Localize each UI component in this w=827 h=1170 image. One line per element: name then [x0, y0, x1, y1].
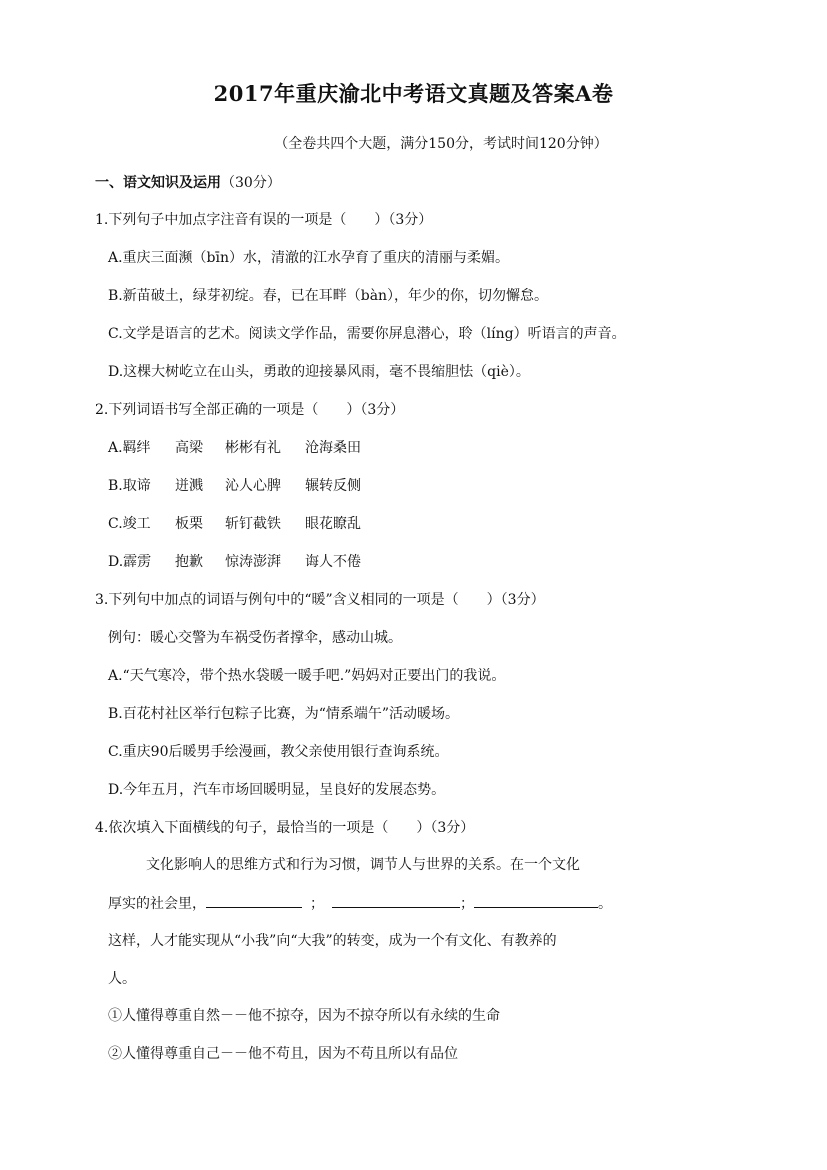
q2-b-word-2: 迸溅 — [175, 478, 203, 494]
q2-b-word-3: 沁人心脾 — [225, 478, 281, 494]
q4-separator-1: ； — [310, 896, 324, 912]
q3-option-c: C.重庆90后暖男手绘漫画，教父亲使用银行查询系统。 — [108, 744, 449, 760]
fill-blank-3 — [474, 893, 598, 908]
question-2-stem: 2.下列词语书写全部正确的一项是（ ）（3分） — [95, 402, 405, 418]
q1-option-b: B.新苗破土，绿芽初绽。春，已在耳畔（bàn），年少的你，切勿懈怠。 — [108, 288, 549, 304]
q2-b-word-4: 辗转反侧 — [305, 478, 361, 494]
q2-a-word-1: A.羁绊 — [108, 440, 151, 456]
q1-option-d: D.这棵大树屹立在山头，勇敢的迎接暴风雨，毫不畏缩胆怯（qiè）。 — [108, 364, 530, 380]
q2-a-word-2: 高梁 — [175, 440, 203, 456]
question-1-stem: 1.下列句子中加点字注音有误的一项是（ ）（3分） — [95, 212, 433, 228]
q2-option-d — [108, 552, 361, 572]
q2-d-word-4: 诲人不倦 — [305, 554, 361, 570]
q2-c-word-4: 眼花瞭乱 — [305, 516, 361, 532]
fill-blank-1 — [206, 893, 302, 908]
q3-example: 例句：暖心交警为车祸受伤者撑伞，感动山城。 — [108, 630, 402, 646]
q4-passage-line-1: 文化影响人的思维方式和行为习惯，调节人与世界的关系。在一个文化 — [146, 857, 580, 873]
q2-c-word-1: C.竣工 — [108, 516, 151, 532]
q1-option-c: C.文学是语言的艺术。阅读文学作品，需要你屏息潜心，聆（líng）听语言的声音。 — [108, 326, 626, 342]
q4-passage-line-4: 人。 — [108, 971, 136, 987]
q3-option-d: D.今年五月，汽车市场回暖明显，呈良好的发展态势。 — [108, 782, 446, 798]
q2-d-word-3: 惊涛澎湃 — [225, 554, 281, 570]
section-score: （30分） — [221, 175, 281, 191]
q2-b-word-1: B.取谛 — [108, 478, 151, 494]
q3-option-a: A.“天气寒冷，带个热水袋暖一暖手吧.”妈妈对正要出门的我说。 — [108, 668, 506, 684]
q4-separator-2: ； — [460, 896, 474, 912]
q4-passage-end: 。 — [598, 896, 612, 912]
section-heading — [95, 173, 281, 193]
question-3-stem: 3.下列句中加点的词语与例句中的“暖”含义相同的一项是（ ）（3分） — [95, 592, 545, 608]
fill-blank-2 — [332, 893, 460, 908]
q4-passage-line-3: 这样，人才能实现从“小我”向“大我”的转变，成为一个有文化、有教养的 — [108, 933, 557, 949]
q2-c-word-2: 板栗 — [175, 516, 203, 532]
q2-a-word-3: 彬彬有礼 — [225, 440, 281, 456]
q2-a-word-4: 沧海桑田 — [305, 440, 361, 456]
q2-d-word-1: D.霹雳 — [108, 554, 152, 570]
q4-passage-prefix: 厚实的社会里， — [108, 896, 206, 912]
section-label: 一、语文知识及运用 — [95, 175, 221, 191]
q2-option-c — [108, 514, 361, 534]
q4-item-2: ②人懂得尊重自己－－他不苟且，因为不苟且所以有品位 — [108, 1046, 458, 1062]
q2-c-word-3: 斩钉截铁 — [225, 516, 281, 532]
q2-option-b — [108, 476, 361, 496]
q4-passage-line-2 — [108, 893, 612, 914]
question-4-stem: 4.依次填入下面横线的句子，最恰当的一项是（ ）（3分） — [95, 820, 475, 836]
q1-option-a: A.重庆三面濒（bīn）水，清澈的江水孕育了重庆的清丽与柔媚。 — [108, 250, 510, 266]
page-title: 2017年重庆渝北中考语文真题及答案A卷 — [213, 81, 614, 106]
q2-option-a — [108, 438, 361, 458]
q4-item-1: ①人懂得尊重自然－－他不掠夺，因为不掠夺所以有永续的生命 — [108, 1008, 500, 1024]
q3-option-b: B.百花村社区举行包粽子比赛，为“情系端午”活动暖场。 — [108, 706, 460, 722]
exam-info: （全卷共四个大题，满分150分，考试时间120分钟） — [274, 136, 608, 152]
q2-d-word-2: 抱歉 — [175, 554, 203, 570]
